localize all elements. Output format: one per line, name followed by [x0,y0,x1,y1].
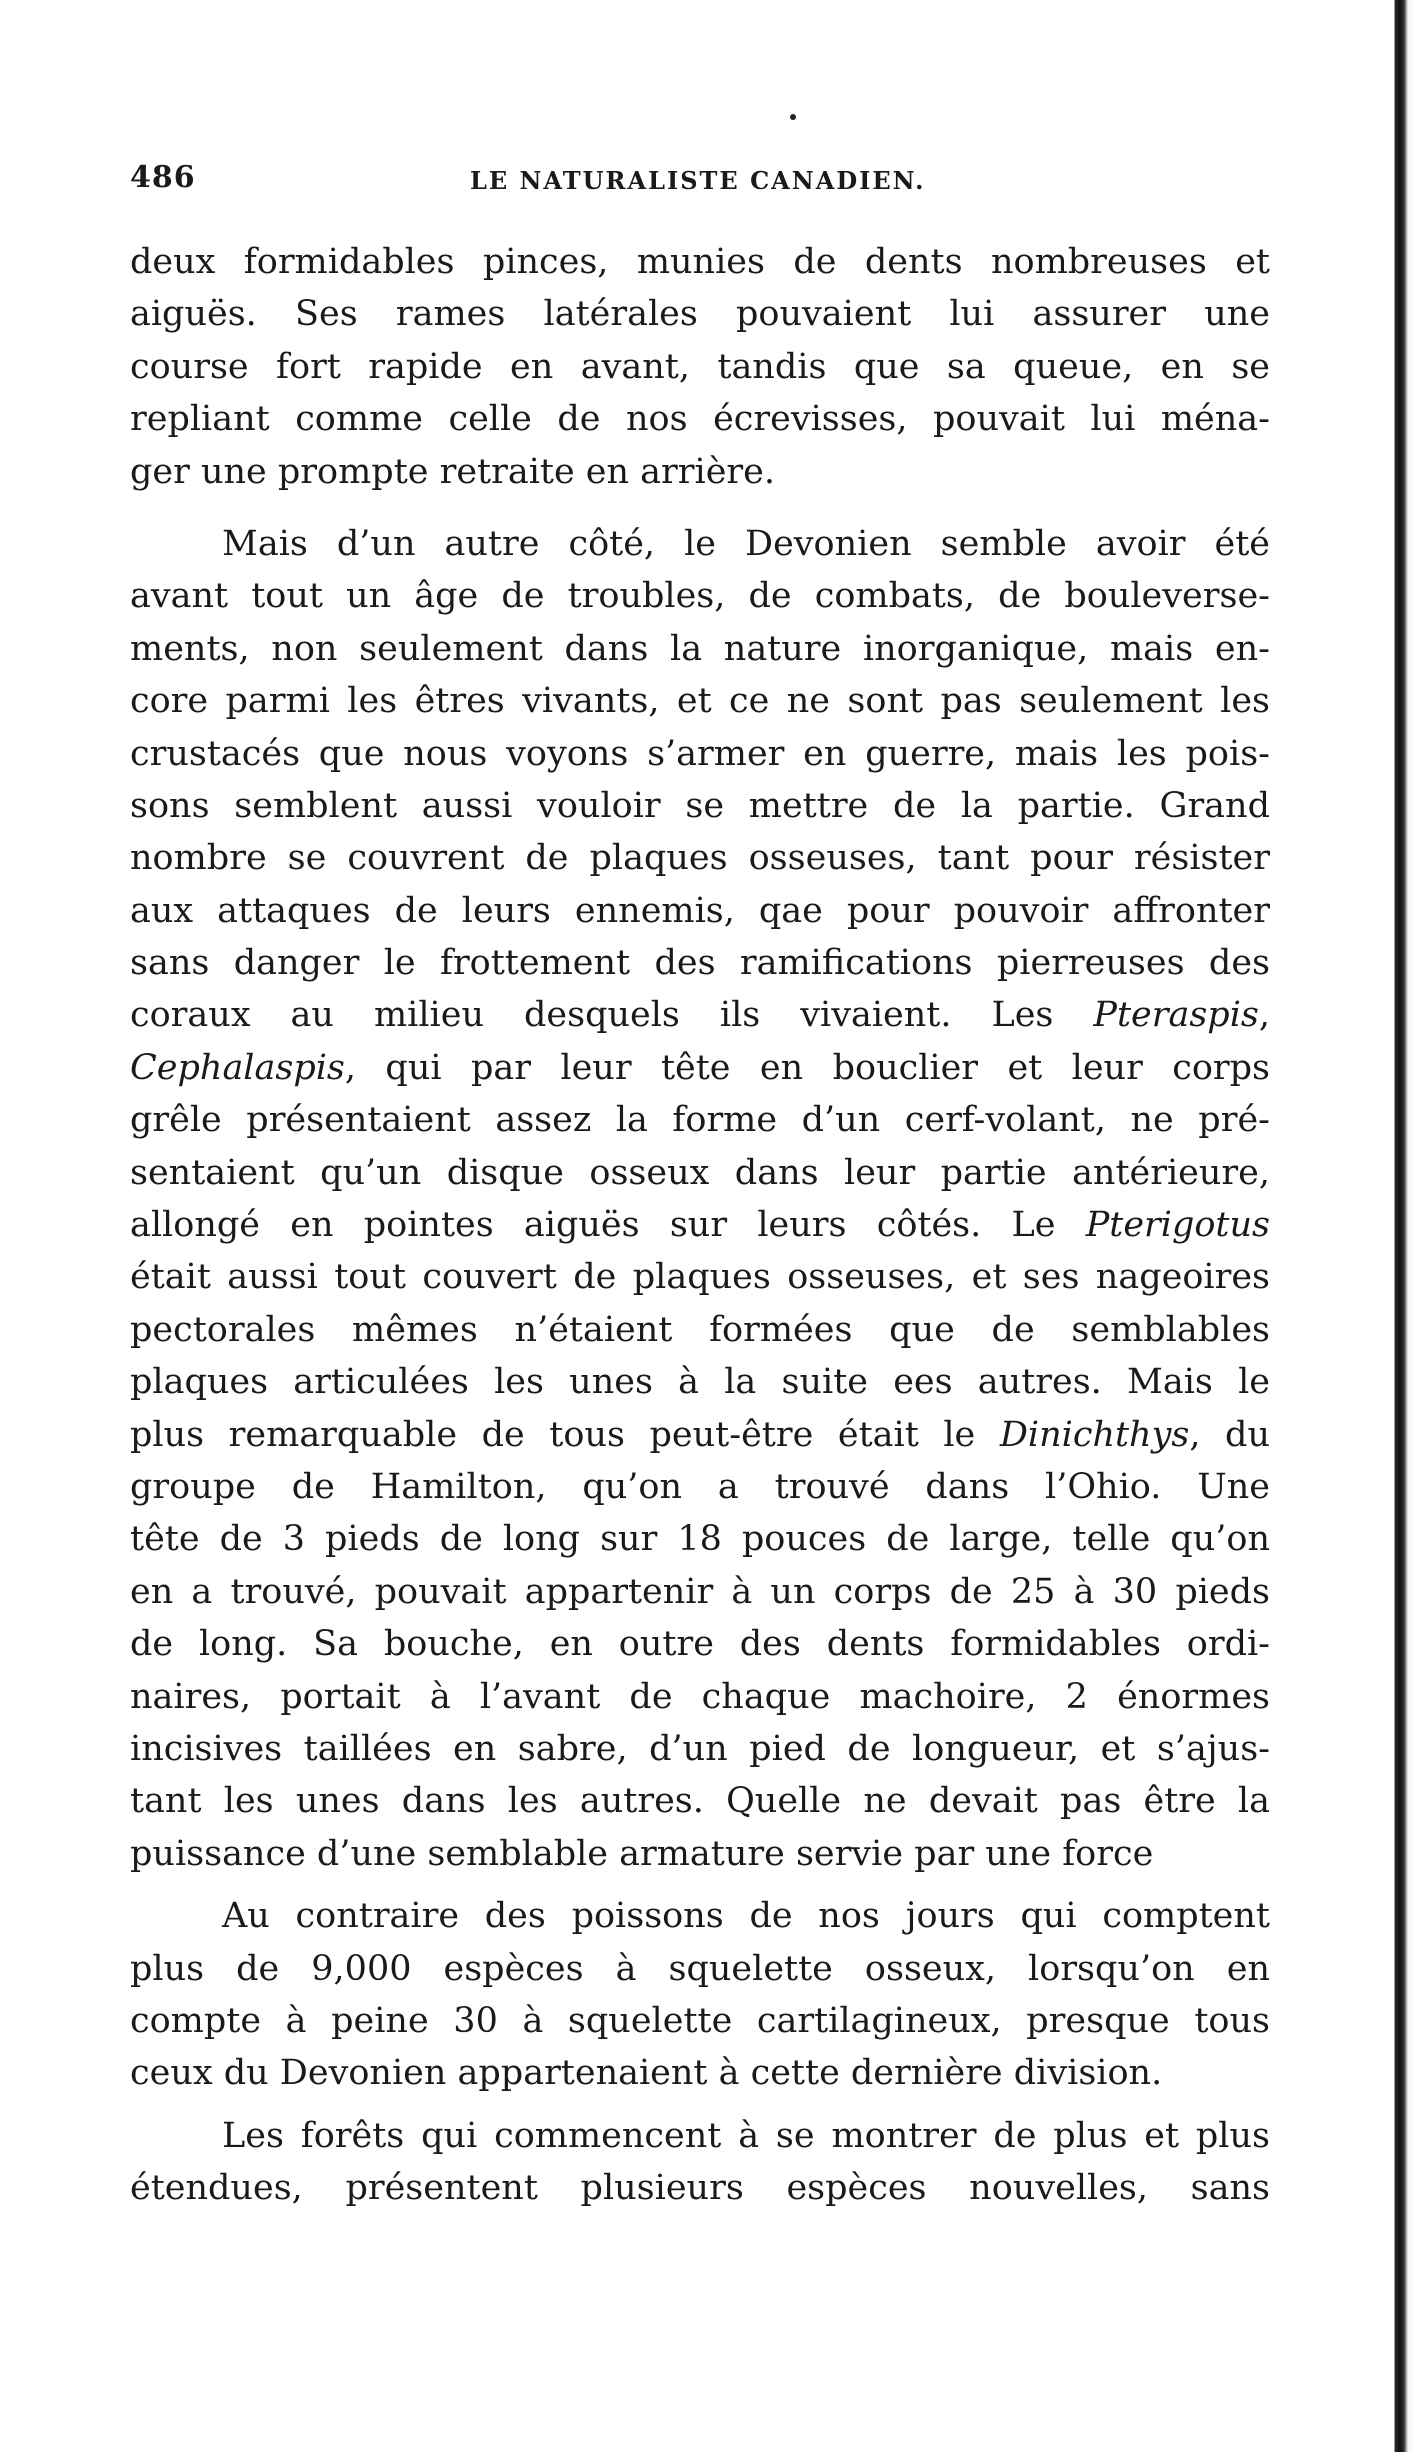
text-line: allongé en pointes aiguës sur leurs côtés. Le Pterigotus [130,1205,1270,1246]
text-line: ceux du Devonien appartenaient à cette dernière division. [130,2053,1163,2094]
text-line: ments, non seulement dans la nature inorganique, mais en- [130,628,1270,669]
print-speck [790,114,796,120]
running-head: LE NATURALISTE CANADIEN. [470,166,926,195]
text-line: plus remarquable de tous peut-être était le Dinichthys, du [130,1414,1270,1455]
text-line: plus de 9,000 espèces à squelette osseux, lorsqu’on en [130,1948,1270,1989]
text-line: groupe de Hamilton, qu’on a trouvé dans l’Ohio. Une [130,1466,1270,1507]
text-line: étendues, présentent plusieurs espèces nouvelles, sans [130,2168,1270,2209]
text-line: nombre se couvrent de plaques osseuses, tant pour résister [130,838,1270,879]
paragraph [130,236,1270,498]
paragraph-gap [130,2100,1270,2110]
text-line: tant les unes dans les autres. Quelle ne devait pas être la [130,1781,1270,1822]
paragraph [130,518,1270,1880]
text-line: crustacés que nous voyons s’armer en guerre, mais les pois- [130,733,1270,774]
text-line: incisives taillées en sabre, d’un pied de longueur, et s’ajus- [130,1728,1270,1769]
text-line: avant tout un âge de troubles, de combats, de bouleverse- [130,576,1270,617]
page-edge-shadow [1388,0,1414,2452]
paragraph [130,1890,1270,2100]
text-line: de long. Sa bouche, en outre des dents formidables ordi- [130,1624,1270,1665]
text-line: Mais d’un autre côté, le Devonien semble avoir été [222,523,1270,564]
text-line: Les forêts qui commencent à se montrer de plus et plus [222,2115,1270,2156]
text-line: Au contraire des poissons de nos jours qui comptent [222,1896,1270,1937]
text-line: grêle présentaient assez la forme d’un cerf-volant, ne pré- [130,1100,1270,1141]
text-line: compte à peine 30 à squelette cartilagineux, presque tous [130,2000,1270,2041]
text-line: Cephalaspis, qui par leur tête en bouclier et leur corps [130,1047,1270,1088]
text-line: naires, portait à l’avant de chaque machoire, 2 énormes [130,1676,1270,1717]
text-line: deux formidables pinces, munies de dents nombreuses et [130,242,1270,282]
text-line: en a trouvé, pouvait appartenir à un corps de 25 à 30 pieds [130,1571,1270,1612]
text-line: aux attaques de leurs ennemis, qae pour pouvoir affronter [130,890,1270,931]
page-header [130,160,1270,206]
paragraph [130,2110,1270,2215]
text-line: repliant comme celle de nos écrevisses, pouvait lui ména- [130,399,1270,440]
page-number: 486 [130,160,196,195]
text-line: sans danger le frottement des ramifications pierreuses des [130,943,1270,984]
text-line: coraux au milieu desquels ils vivaient. Les Pteraspis, [130,995,1270,1036]
text-line: puissance d’une semblable armature servie par une force [130,1833,1154,1874]
text-line: sons semblent aussi vouloir se mettre de la partie. Grand [130,785,1270,826]
text-line: tête de 3 pieds de long sur 18 pouces de large, telle qu’on [130,1519,1270,1560]
text-line: course fort rapide en avant, tandis que sa queue, en se [130,346,1270,387]
text-line: sentaient qu’un disque osseux dans leur partie antérieure, [130,1152,1270,1193]
text-line: aiguës. Ses rames latérales pouvaient lui assurer une [130,294,1270,335]
paragraph-gap [130,1880,1270,1890]
text-line: plaques articulées les unes à la suite ees autres. Mais le [130,1362,1270,1403]
text-line: était aussi tout couvert de plaques osseuses, et ses nageoires [130,1257,1270,1298]
text-line: pectorales mêmes n’étaient formées que de semblables [130,1309,1270,1350]
body-text [130,236,1270,2214]
text-line: core parmi les êtres vivants, et ce ne sont pas seulement les [130,681,1270,722]
text-line: ger une prompte retraite en arrière. [130,451,775,492]
paragraph-gap [130,498,1270,518]
